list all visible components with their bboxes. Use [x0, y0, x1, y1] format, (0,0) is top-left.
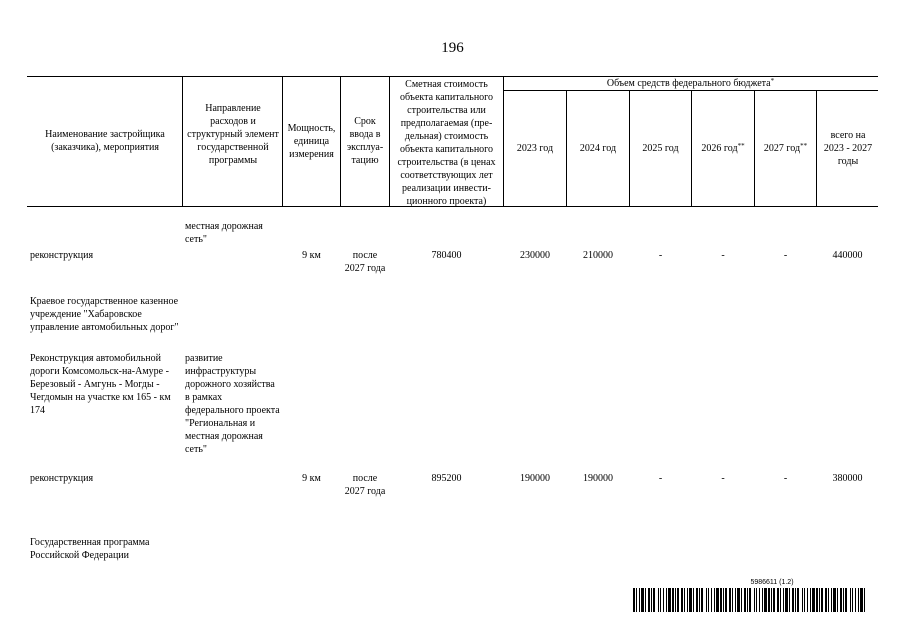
header-year-2023	[504, 142, 566, 155]
row-value-2025: -	[658, 250, 663, 261]
row-value-2024: 190000	[583, 473, 613, 484]
header-federal-budget-label: Объем средств федерального бюджета	[606, 78, 771, 89]
header-direction: Направление расходов и структурный элемент государственной программы	[187, 103, 279, 166]
row-capacity: 9 км	[302, 473, 321, 484]
header-year-label: 2026 год	[701, 143, 738, 154]
row-value-2025: -	[658, 473, 663, 484]
header-customer-activity: Наименование застройщика (заказчика), мероприятия	[45, 129, 165, 153]
project-name: Реконструкция автомобильной дороги Комсомольск-на-Амуре - Березовый - Амгунь - Могды - Чегдомын на участке км 165 - км 174	[30, 353, 171, 416]
row-value-2026: -	[721, 473, 725, 484]
header-total: всего на 2023 - 2027 годы	[823, 130, 873, 167]
row-cost: 895200	[431, 473, 462, 484]
header-year-label: 2025 год	[642, 143, 679, 154]
header-year-mark: **	[800, 142, 808, 150]
row-value-2027: -	[783, 473, 788, 484]
row-term: после 2027 года	[344, 250, 386, 274]
row-value-2026: -	[721, 250, 725, 261]
header-term: Срок ввода в эксплуа-тацию	[346, 116, 384, 166]
header-year-label: 2024 год	[579, 143, 617, 154]
header-footnote-mark: *	[770, 77, 775, 85]
header-year-2024	[567, 142, 629, 155]
header-capacity: Мощность, единица измерения	[287, 123, 336, 160]
row-value-2027: -	[783, 250, 788, 261]
row-value-2023: 230000	[520, 250, 550, 261]
row-activity: реконструкция	[30, 250, 94, 261]
header-estimated-cost: Сметная стоимость объекта капитального строительства или предполагаемая (пре-дельная) стоимость объекта капитального строительства (в ценах соответствующих лет реализации инвести-ционного проекта)	[397, 79, 496, 207]
project-direction: развитие инфраструктуры дорожного хозяйства в рамках федерального проекта "Региональная и местная дорожная сеть"	[185, 353, 280, 455]
header-year-label: 2027 год	[763, 143, 801, 154]
barcode-code: 5986611 (1.2)	[750, 579, 794, 586]
header-year-2026	[692, 142, 754, 155]
header-year-2027	[755, 142, 816, 155]
program-title: Государственная программа Российской Федерации	[30, 537, 150, 561]
row-value-2024: 210000	[583, 250, 613, 261]
row-total: 440000	[832, 250, 863, 261]
row-activity: реконструкция	[30, 473, 94, 484]
page-number: 196	[441, 40, 464, 56]
row-cost: 780400	[431, 250, 462, 261]
header-year-label: 2023 год	[516, 143, 554, 154]
header-year-2025	[630, 142, 691, 155]
header-federal-budget	[503, 77, 878, 90]
barcode	[633, 588, 865, 612]
row-term: после 2027 года	[344, 473, 386, 497]
row-capacity: 9 км	[302, 250, 321, 261]
row-value-2023: 190000	[520, 473, 550, 484]
row-total: 380000	[832, 473, 863, 484]
customer-name: Краевое государственное казенное учреждение "Хабаровское управление автомобильных дорог"	[30, 296, 179, 333]
header-year-mark: **	[737, 142, 745, 150]
continued-direction: местная дорожная сеть"	[185, 221, 263, 245]
